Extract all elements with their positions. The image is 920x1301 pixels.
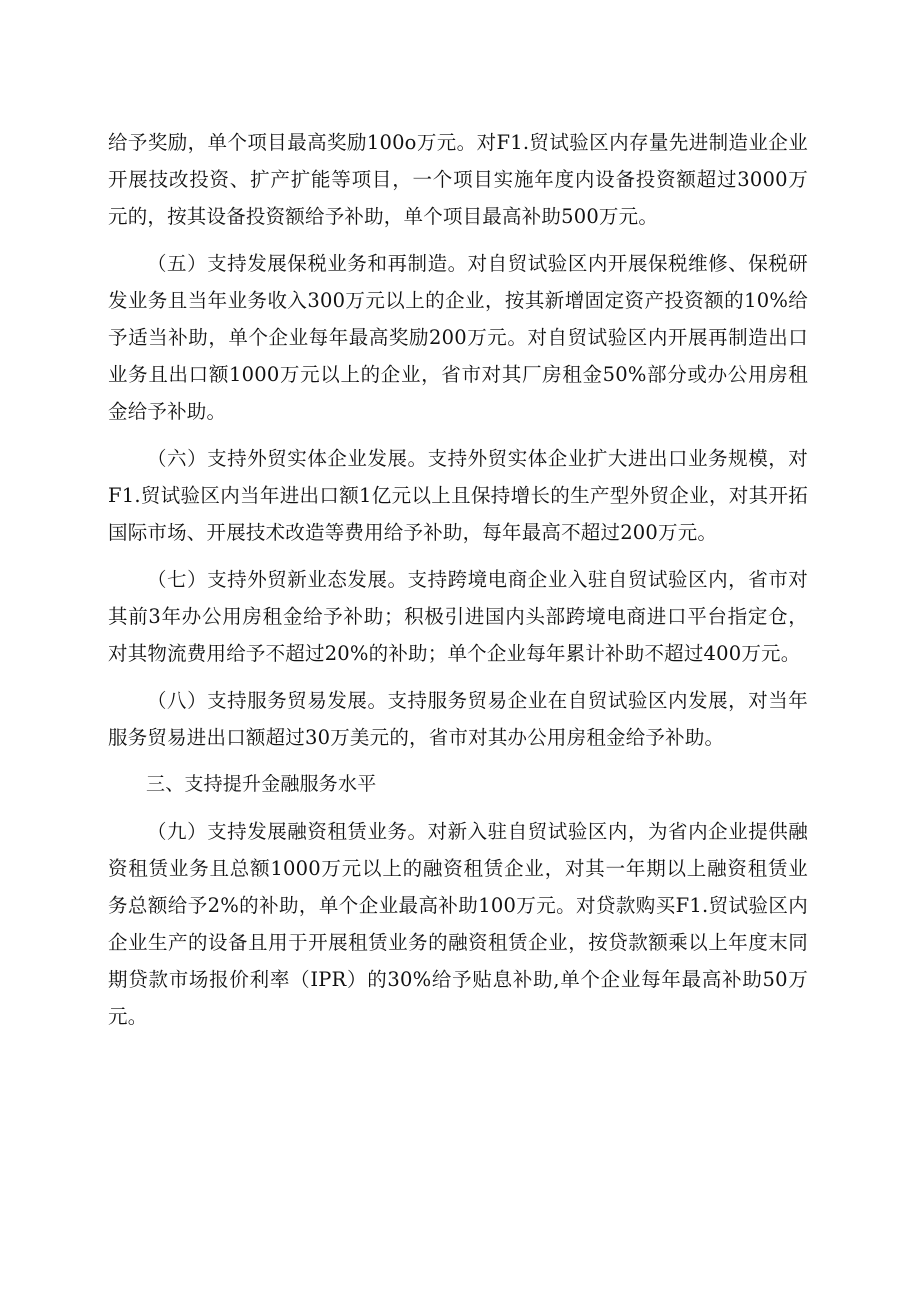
document-body [108,124,808,1035]
paragraph-continuation: 给予奖励，单个项目最高奖励100o万元。对F1.贸试验区内存量先进制造业企业开展技改投资、扩产扩能等项目，一个项目实施年度内设备投资额超过3000万元的，按其设备投资额给予补助，单个项目最高补助500万元。 [108,131,808,228]
paragraph-item-9: （九）支持发展融资租赁业务。对新入驻自贸试验区内，为省内企业提供融资租赁业务且总额1000万元以上的融资租赁企业，对其一年期以上融资租赁业务总额给予2%的补助，单个企业最高补助100万元。对贷款购买F1.贸试验区内企业生产的设备且用于开展租赁业务的融资租赁企业，按贷款额乘以上年度末同期贷款市场报价利率（IPR）的30%给予贴息补助,单个企业每年最高补助50万元。 [108,820,808,1028]
paragraph-item-5: （五）支持发展保税业务和再制造。对自贸试验区内开展保税维修、保税研发业务且当年业务收入300万元以上的企业，按其新增固定资产投资额的10%给予适当补助，单个企业每年最高奖励200万元。对自贸试验区内开展再制造出口业务且出口额1000万元以上的企业，省市对其厂房租金50%部分或办公用房租金给予补助。 [108,252,808,423]
paragraph-item-8: （八）支持服务贸易发展。支持服务贸易企业在自贸试验区内发展，对当年服务贸易进出口额超过30万美元的，省市对其办公用房租金给予补助。 [108,689,808,749]
paragraph-item-6: （六）支持外贸实体企业发展。支持外贸实体企业扩大进出口业务规模，对F1.贸试验区内当年进出口额1亿元以上且保持增长的生产型外贸企业，对其开拓国际市场、开展技术改造等费用给予补助，每年最高不超过200万元。 [108,447,808,544]
section-heading-3: 三、支持提升金融服务水平 [146,773,377,795]
paragraph-item-7: （七）支持外贸新业态发展。支持跨境电商企业入驻自贸试验区内，省市对其前3年办公用房租金给予补助；积极引进国内头部跨境电商进口平台指定仓，对其物流费用给予不超过20%的补助；单个企业每年累计补助不超过400万元。 [108,568,808,665]
